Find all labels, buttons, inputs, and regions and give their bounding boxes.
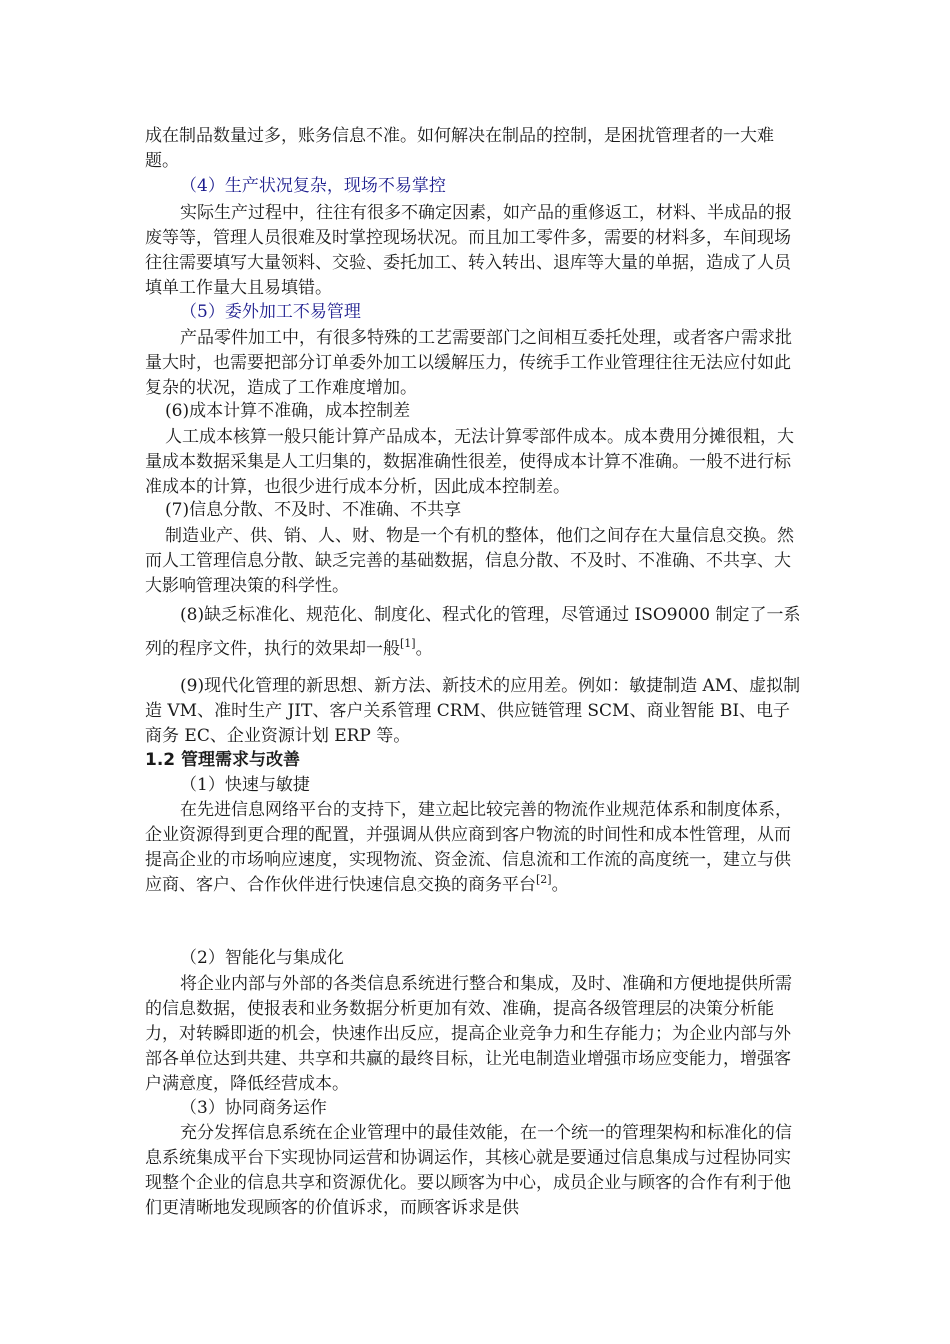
- subsection-3-heading: [145, 1096, 807, 1121]
- subheading-text: (7)信息分散、不及时、不准确、不共享: [165, 500, 462, 520]
- subsection-2-heading: [145, 946, 807, 971]
- paragraph-8: [145, 598, 807, 666]
- subsection-1-heading: [145, 773, 807, 798]
- subsection-3-paragraph: [145, 1121, 807, 1221]
- paragraph-7: [145, 524, 807, 599]
- citation-ref[interactable]: [2]: [536, 873, 552, 886]
- citation-ref[interactable]: [1]: [400, 637, 416, 650]
- paragraph-continuation: [145, 124, 807, 174]
- section-title: 1.2 管理需求与改善: [145, 750, 301, 770]
- subsection-1-paragraph: [145, 798, 807, 898]
- body-text: 。: [415, 639, 433, 659]
- paragraph-6: [145, 425, 807, 500]
- body-text: 在先进信息网络平台的支持下，建立起比较完善的物流作业规范体系和制度体系，企业资源得到更合理的配置，并强调从供应商到客户物流的时间性和成本性管理，从而提高企业的市场响应速度，实现物流、资金流、信息流和工作流的高度统一，建立与供应商、客户、合作伙伴进行快速信息交换的商务平台: [145, 800, 792, 895]
- subheading-text: (6)成本计算不准确，成本控制差: [165, 401, 411, 421]
- subheading-6: [145, 399, 807, 424]
- subheading-text: （4）生产状况复杂，现场不易掌控: [180, 176, 446, 196]
- body-text: 。: [551, 875, 569, 895]
- body-text: (8)缺乏标准化、规范化、制度化、程式化的管理，尽管通过 ISO9000 制定了一系列的程序文件，执行的效果却一般: [145, 605, 801, 659]
- subheading-4: [145, 174, 807, 199]
- body-text: 成在制品数量过多，账务信息不准。如何解决在制品的控制，是困扰管理者的一大难题。: [145, 126, 774, 171]
- body-text: 产品零件加工中，有很多特殊的工艺需要部门之间相互委托处理，或者客户需求批量大时，也需要把部分订单委外加工以缓解压力，传统手工作业管理往往无法应付如此复杂的状况，造成了工作难度增加。: [145, 328, 792, 398]
- subheading-7: [145, 498, 807, 523]
- paragraph-4: [145, 201, 807, 301]
- subheading-text: （5）委外加工不易管理: [180, 302, 361, 322]
- subheading-text: （1）快速与敏捷: [180, 775, 310, 795]
- subheading-text: （2）智能化与集成化: [180, 948, 344, 968]
- body-text: 实际生产过程中，往往有很多不确定因素，如产品的重修返工，材料、半成品的报废等等，管理人员很难及时掌控现场状况。而且加工零件多，需要的材料多，车间现场往往需要填写大量领料、交验、委托加工、转入转出、退库等大量的单据，造成了人员填单工作量大且易填错。: [145, 203, 792, 298]
- body-text: 将企业内部与外部的各类信息系统进行整合和集成，及时、准确和方便地提供所需的信息数据，使报表和业务数据分析更加有效、准确，提高各级管理层的决策分析能力，对转瞬即逝的机会，快速作出反应，提高企业竞争力和生存能力；为企业内部与外部各单位达到共建、共享和共赢的最终目标，让光电制造业增强市场应变能力，增强客户满意度，降低经营成本。: [145, 974, 792, 1094]
- subheading-text: （3）协同商务运作: [180, 1098, 327, 1118]
- body-text: (9)现代化管理的新思想、新方法、新技术的应用差。例如：敏捷制造 AM、虚拟制造 VM、准时生产 JIT、客户关系管理 CRM、供应链管理 SCM、商业智能 BI、电子商务 EC、企业资源计划 ERP 等。: [145, 676, 801, 746]
- paragraph-5: [145, 326, 807, 401]
- section-heading: [145, 748, 807, 773]
- subheading-5: [145, 300, 807, 325]
- subsection-2-paragraph: [145, 972, 807, 1097]
- body-text: 充分发挥信息系统在企业管理中的最佳效能，在一个统一的管理架构和标准化的信息系统集成平台下实现协同运营和协调运作，其核心就是要通过信息集成与过程协同实现整个企业的信息共享和资源优化。要以顾客为中心，成员企业与顾客的合作有利于他们更清晰地发现顾客的价值诉求，而顾客诉求是供: [145, 1123, 792, 1218]
- body-text: 人工成本核算一般只能计算产品成本，无法计算零部件成本。成本费用分摊很粗，大量成本数据采集是人工归集的，数据准确性很差，使得成本计算不准确。一般不进行标准成本的计算，也很少进行成本分析，因此成本控制差。: [145, 427, 794, 497]
- body-text: 制造业产、供、销、人、财、物是一个有机的整体，他们之间存在大量信息交换。然而人工管理信息分散、缺乏完善的基础数据，信息分散、不及时、不准确、不共享、大大影响管理决策的科学性。: [145, 526, 794, 596]
- paragraph-9: [145, 674, 807, 749]
